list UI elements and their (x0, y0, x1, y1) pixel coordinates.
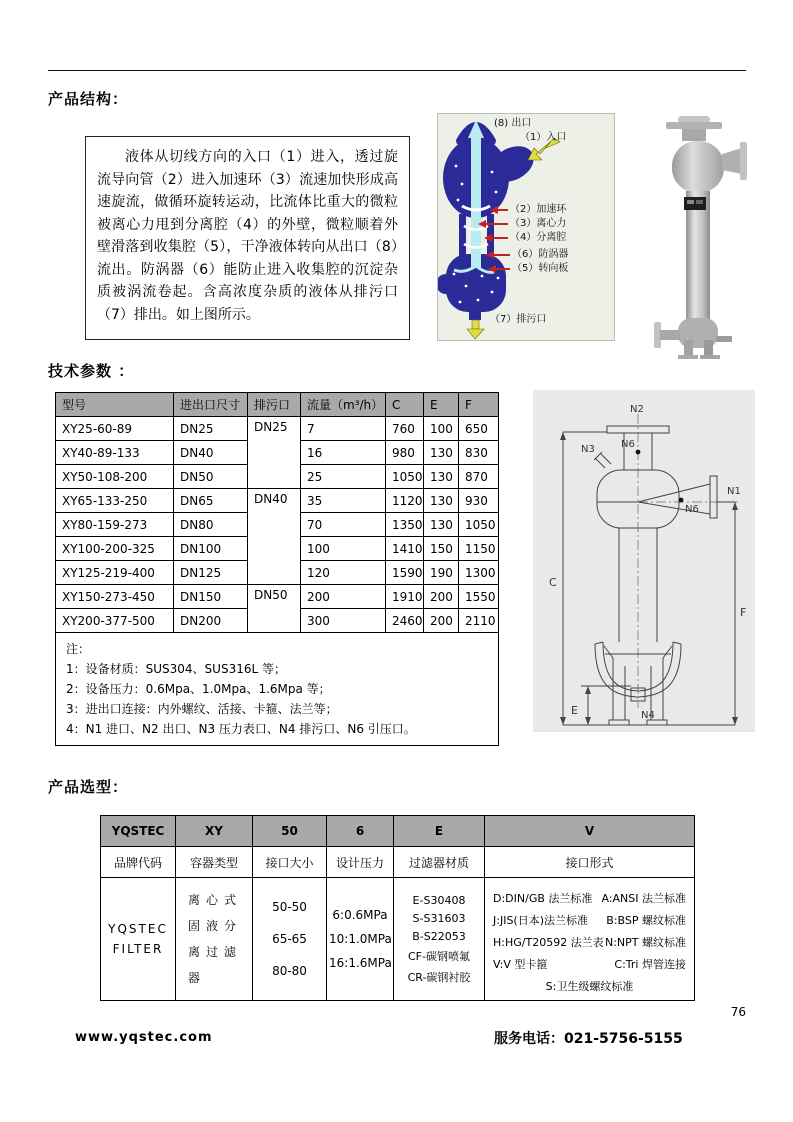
note-4: 4：N1 进口、N2 出口、N3 压力表口、N4 排污口、N6 引压口。 (66, 722, 416, 736)
label-brand: 品牌代码 (101, 847, 176, 878)
selection-content-row (101, 878, 695, 1001)
pressures-cell: 6:0.6MPa 10:1.0MPa 16:1.6MPa (327, 878, 394, 1001)
label-size: 接口大小 (253, 847, 327, 878)
col-c: C (386, 393, 424, 417)
drawing-label-c: C (549, 576, 557, 589)
diagram-label-accel-ring: （2）加速环 (510, 204, 567, 215)
header-rule (48, 70, 746, 71)
drawing-label-n3: N3 (581, 444, 595, 455)
drawing-label-n6-mid: N6 (685, 504, 699, 515)
port-sizes-cell: 50-50 65-65 80-80 (253, 878, 327, 1001)
diagram-label-separation: （4）分离腔 (510, 232, 567, 243)
table-row: XY125-219-400 DN125 120 1590 190 1300 (56, 561, 499, 585)
code-brand: YQSTEC (101, 816, 176, 847)
drawing-label-n2: N2 (630, 404, 644, 415)
label-interface: 接口形式 (485, 847, 695, 878)
col-inout-size: 进出口尺寸 (174, 393, 248, 417)
drawing-label-e: E (571, 704, 578, 717)
table-row: XY65-133-250 DN65 DN40 35 1120 130 930 (56, 489, 499, 513)
diagram-label-drain: （7）排污口 (490, 314, 547, 325)
vessel-type-cell: 离心式固液分离过滤器 (176, 878, 253, 1001)
diagram-label-centrifugal: （3）离心力 (510, 218, 567, 229)
label-pressure: 设计压力 (327, 847, 394, 878)
table-row: XY50-108-200 DN50 25 1050 130 870 (56, 465, 499, 489)
note-1: 1：设备材质：SUS304、SUS316L 等； (66, 662, 286, 676)
table-row: XY25-60-89 DN25 DN25 7 760 100 650 (56, 417, 499, 441)
col-e: E (424, 393, 459, 417)
tech-params-table (55, 392, 499, 746)
footer-service-phone: 服务电话：021-5756-5155 (494, 1031, 683, 1047)
label-type: 容器类型 (176, 847, 253, 878)
cutaway-diagram (437, 113, 615, 341)
code-interface: V (485, 816, 695, 847)
interface-sanitary: S:卫生级螺纹标准 (545, 980, 634, 993)
code-material: E (394, 816, 485, 847)
structure-description-box: 液体从切线方向的入口（1）进入，透过旋流导向管（2）进入加速环（3）流速加快形成高速旋流，做循环旋转运动，比流体比重大的微粒被离心力甩到分离腔（4）的外壁，微粒顺着外壁滑落到收集腔（5），干净液体转向从出口（8）流出。防涡器（6）能防止进入收集腔的沉淀杂质被涡流卷起。含高浓度杂质的液体从排污口（7）排出。如上图所示。 (85, 136, 410, 340)
selection-label-row (101, 847, 695, 878)
drawing-label-n6-top: N6 (621, 439, 635, 450)
note-title: 注： (66, 642, 91, 656)
section-selection-heading: 产品选型： (48, 778, 129, 796)
drawing-label-n1: N1 (727, 486, 741, 497)
table-row: XY150-273-450 DN150 DN50 200 1910 200 1550 (56, 585, 499, 609)
col-model: 型号 (56, 393, 174, 417)
diagram-label-inlet: （1）入口 (520, 132, 567, 143)
code-size: 50 (253, 816, 327, 847)
brand-cell: YQSTEC FILTER (101, 878, 176, 1001)
table-row: XY40-89-133 DN40 16 980 130 830 (56, 441, 499, 465)
section-parameters-heading: 技术参数 ： (48, 362, 135, 380)
table-row: XY100-200-325 DN100 100 1410 150 1150 (56, 537, 499, 561)
section-structure-heading: 产品结构： (48, 90, 129, 108)
label-material: 过滤器材质 (394, 847, 485, 878)
col-drain: 排污口 (248, 393, 301, 417)
diagram-label-outlet: (8) 出口 (494, 118, 532, 129)
drawing-label-n4: N4 (641, 710, 655, 721)
selection-code-row (101, 816, 695, 847)
code-pressure: 6 (327, 816, 394, 847)
diagram-label-deflector: （5）转向板 (512, 263, 569, 274)
note-3: 3：进出口连接：内外螺纹、活接、卡箍、法兰等； (66, 702, 338, 716)
diagram-label-anti-vortex: （6）防涡器 (512, 249, 569, 260)
materials-cell: E-S30408 S-S31603 B-S22053 CF-碳钢喷氟 CR-碳钢衬胶 (394, 878, 485, 1001)
table-row: XY80-159-273 DN80 70 1350 130 1050 (56, 513, 499, 537)
dimension-drawing (533, 390, 755, 732)
page-number: 76 (730, 1005, 746, 1019)
table-row: XY200-377-500 DN200 300 2460 200 2110 (56, 609, 499, 633)
selection-table (100, 815, 695, 1001)
table-header-row (56, 393, 499, 417)
code-type: XY (176, 816, 253, 847)
drawing-label-f: F (740, 606, 747, 619)
col-flow: 流量（m³/h） (301, 393, 386, 417)
notes-row (56, 633, 499, 746)
note-2: 2：设备压力：0.6Mpa、1.0Mpa、1.6Mpa 等； (66, 682, 331, 696)
interfaces-cell: D:DIN/GB 法兰标准 A:ANSI 法兰标准 J:JIS(日本)法兰标准 B:BSP 螺纹标准 H:HG/T20592 法兰表 N:NPT 螺纹标准 V:V 型卡箍 C:Tri 焊管连接 S:卫生级螺纹标准 (485, 878, 695, 1001)
footer-website: www.yqstec.com (75, 1030, 213, 1045)
product-photo (638, 112, 762, 362)
col-f: F (459, 393, 499, 417)
